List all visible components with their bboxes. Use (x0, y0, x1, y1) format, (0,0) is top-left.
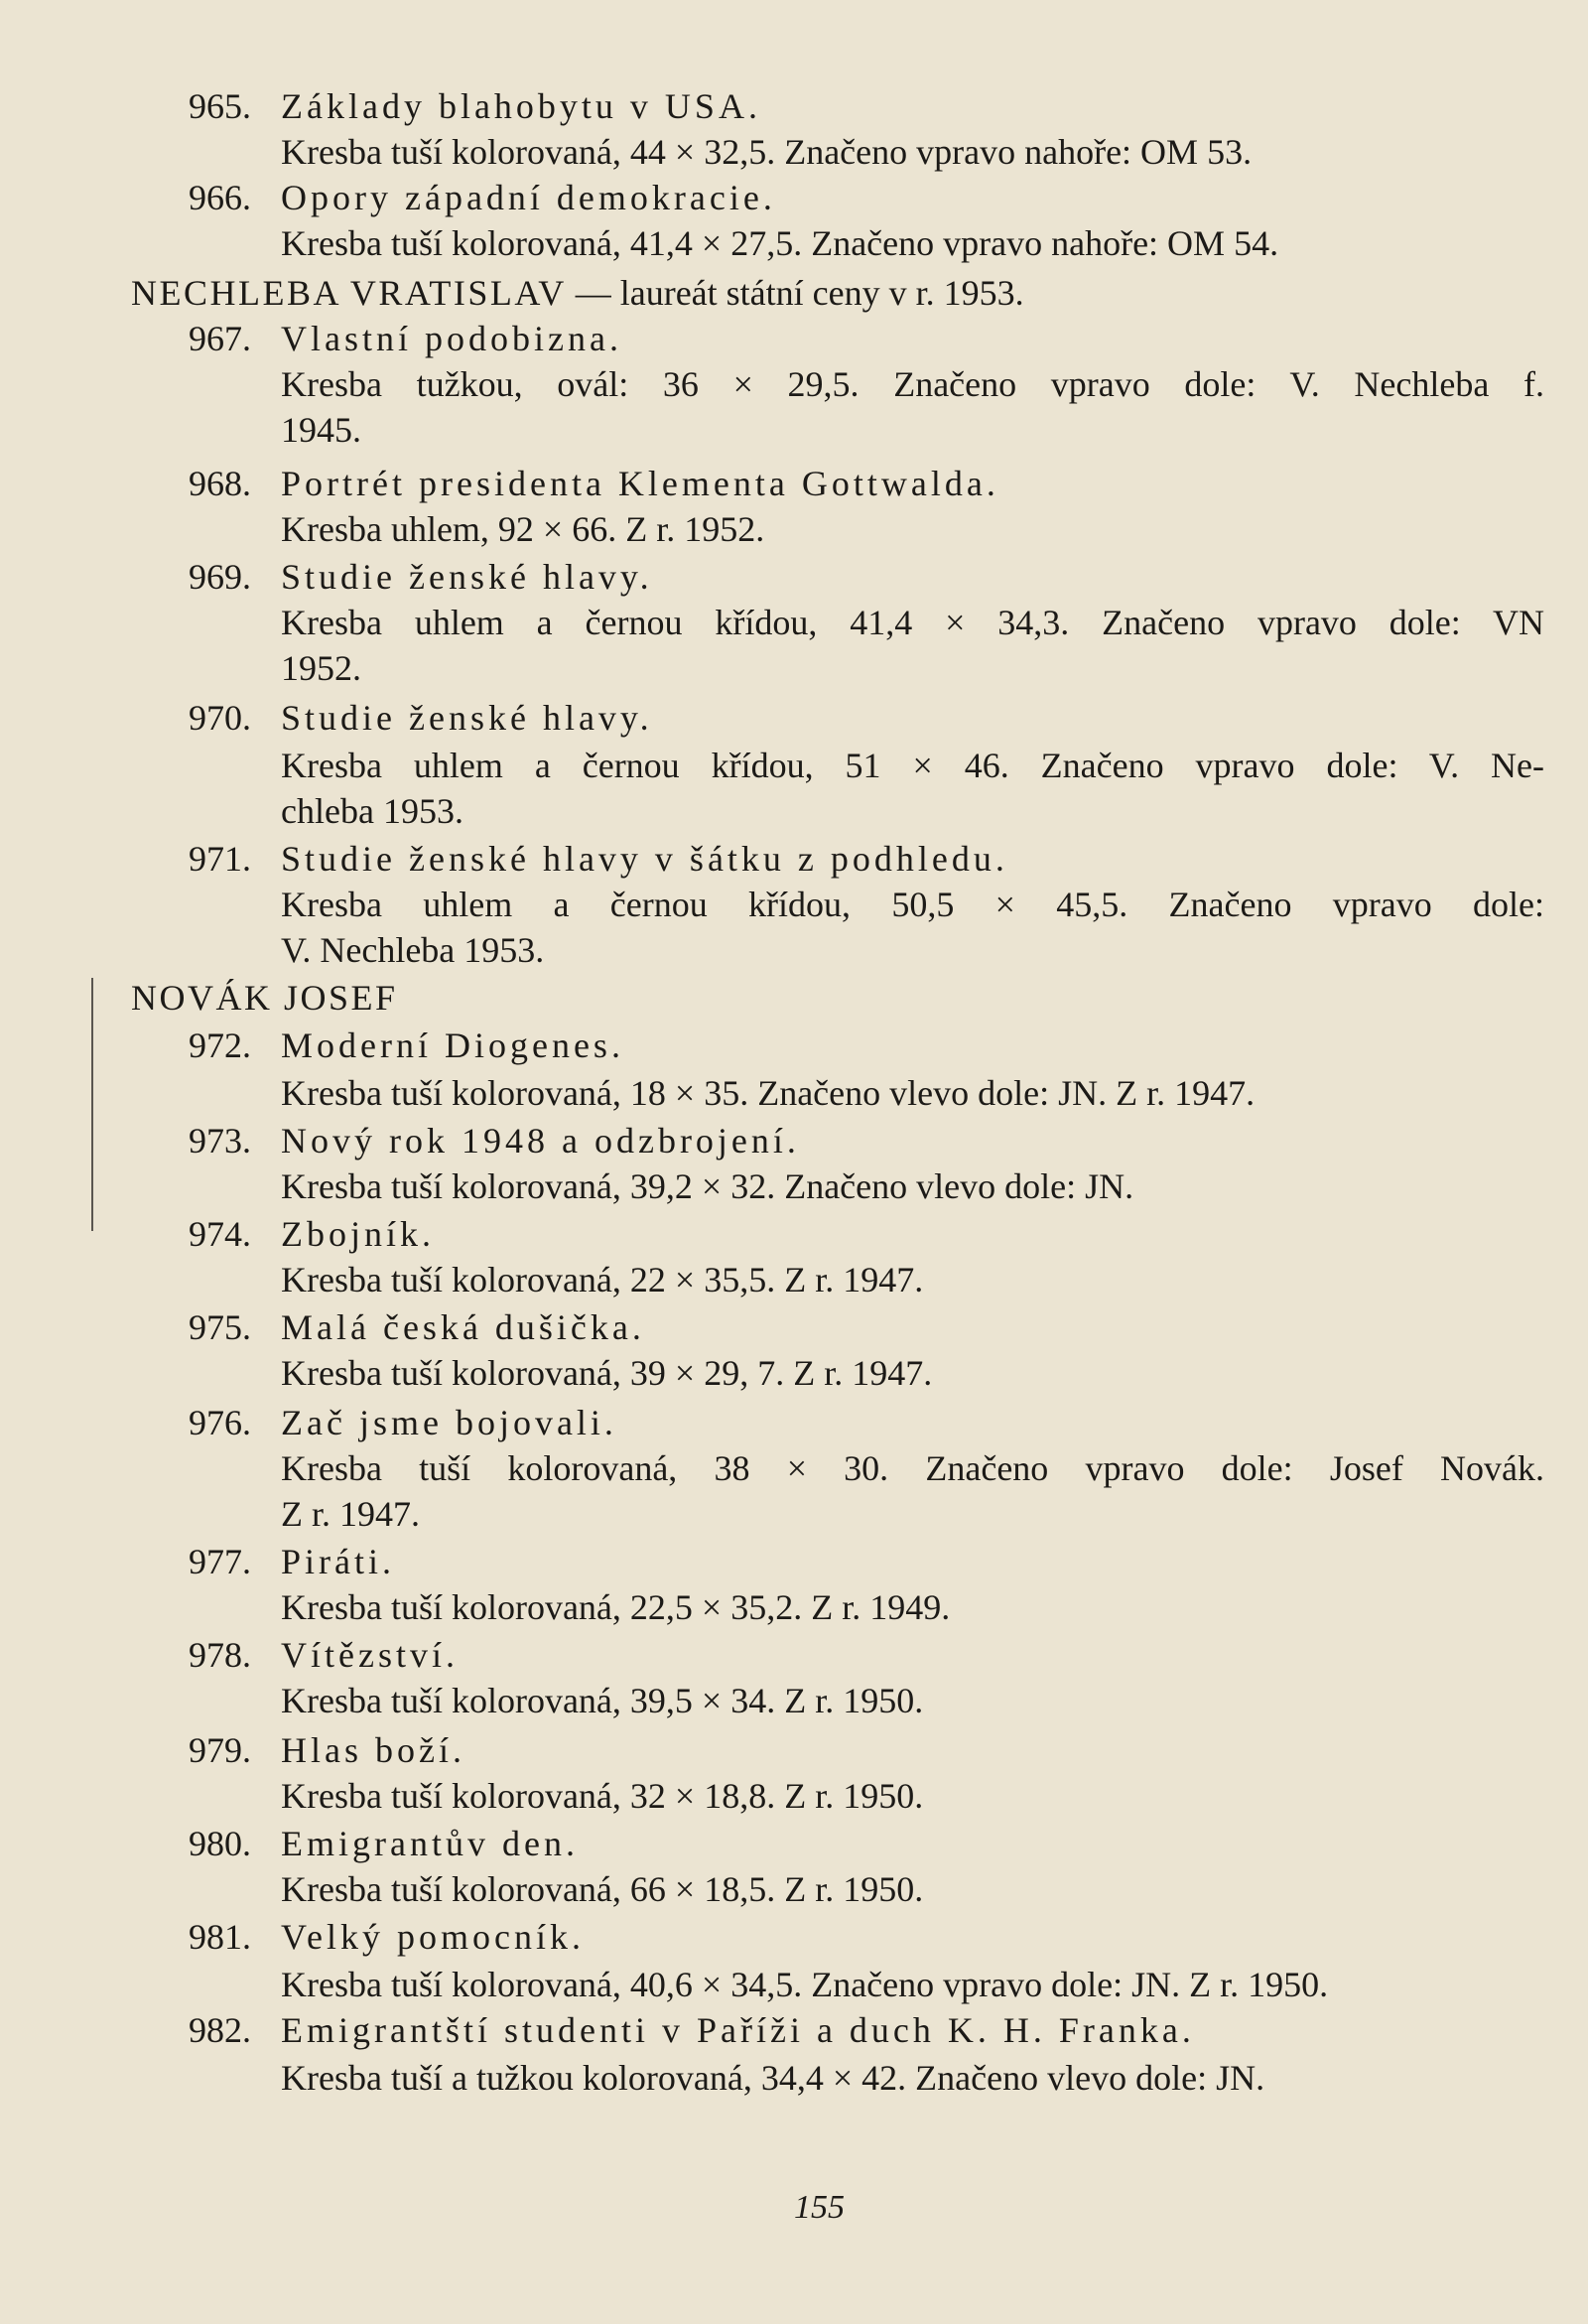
entry-description: Kresba tuší kolorovaná, 39,5 × 34. Z r. 1950. (281, 1681, 924, 1720)
entry-title: Opory západní demokracie. (281, 178, 776, 217)
entry-number: 969. (189, 557, 251, 597)
entry-title: Hlas boží. (281, 1730, 465, 1770)
entry-continuation: Z r. 1947. (281, 1494, 420, 1534)
entry-continuation: V. Nechleba 1953. (281, 930, 545, 970)
entry-title: Vítězství. (281, 1635, 459, 1675)
entry-number: 965. (189, 86, 251, 126)
entry-description: Kresba tuší kolorovaná, 39,2 × 32. Značeno vlevo dole: JN. (281, 1166, 1134, 1206)
entry-title: Piráti. (281, 1542, 395, 1581)
entry-number: 972. (189, 1025, 251, 1065)
entry-number: 980. (189, 1824, 251, 1863)
entry-number: 981. (189, 1917, 251, 1957)
entry-title: Malá česká dušička. (281, 1307, 645, 1347)
entry-continuation: 1952. (281, 648, 361, 688)
entry-continuation: 1945. (281, 410, 361, 450)
artist-name: NOVÁK JOSEF (131, 978, 398, 1018)
entry-description: Kresba uhlem a černou křídou, 51 × 46. Značeno vpravo dole: V. Ne- (281, 746, 1544, 785)
entry-title: Základy blahobytu v USA. (281, 86, 761, 126)
entry-description: Kresba uhlem, 92 × 66. Z r. 1952. (281, 509, 765, 549)
entry-number: 974. (189, 1214, 251, 1254)
entry-number: 968. (189, 464, 251, 503)
entry-number: 979. (189, 1730, 251, 1770)
entry-description: Kresba tuší a tužkou kolorovaná, 34,4 × 42. Značeno vlevo dole: JN. (281, 2058, 1265, 2098)
entry-description: Kresba tuší kolorovaná, 41,4 × 27,5. Značeno vpravo nahoře: OM 54. (281, 223, 1279, 263)
entry-title: Moderní Diogenes. (281, 1025, 624, 1065)
entry-description: Kresba tuší kolorovaná, 40,6 × 34,5. Značeno vpravo dole: JN. Z r. 1950. (281, 1965, 1329, 2004)
entry-description: Kresba tuší kolorovaná, 22,5 × 35,2. Z r. 1949. (281, 1587, 951, 1627)
entry-number: 973. (189, 1121, 251, 1161)
artist-note: — laureát státní ceny v r. 1953. (575, 273, 1024, 313)
entry-title: Nový rok 1948 a odzbrojení. (281, 1121, 800, 1161)
margin-mark (91, 978, 93, 1231)
entry-title: Emigrantští studenti v Paříži a duch K. H. Franka. (281, 2010, 1195, 2050)
entry-title: Portrét presidenta Klementa Gottwalda. (281, 464, 999, 503)
entry-title: Studie ženské hlavy v šátku z podhledu. (281, 839, 1008, 879)
entry-description: Kresba tuší kolorovaná, 32 × 18,8. Z r. 1950. (281, 1776, 924, 1816)
entry-number: 982. (189, 2010, 251, 2050)
entry-description: Kresba tuší kolorovaná, 38 × 30. Značeno vpravo dole: Josef Novák. (281, 1448, 1544, 1488)
page-number: 155 (794, 2189, 845, 2226)
artist-name: NECHLEBA VRATISLAV (131, 273, 567, 313)
entry-description: Kresba tuší kolorovaná, 18 × 35. Značeno vlevo dole: JN. Z r. 1947. (281, 1073, 1256, 1113)
entry-continuation: chleba 1953. (281, 791, 463, 831)
entry-description: Kresba tuší kolorovaná, 66 × 18,5. Z r. 1950. (281, 1869, 924, 1909)
artist-heading (131, 975, 398, 1021)
entry-number: 971. (189, 839, 251, 879)
entry-title: Studie ženské hlavy. (281, 557, 653, 597)
artist-heading (131, 270, 1024, 316)
entry-number: 966. (189, 178, 251, 217)
entry-number: 978. (189, 1635, 251, 1675)
entry-description: Kresba uhlem a černou křídou, 41,4 × 34,3. Značeno vpravo dole: VN (281, 603, 1544, 642)
entry-description: Kresba tuší kolorovaná, 39 × 29, 7. Z r. 1947. (281, 1353, 933, 1393)
entry-title: Velký pomocník. (281, 1917, 585, 1957)
entry-title: Zbojník. (281, 1214, 435, 1254)
entry-number: 970. (189, 698, 251, 738)
entry-description: Kresba uhlem a černou křídou, 50,5 × 45,5. Značeno vpravo dole: (281, 885, 1544, 924)
entry-description: Kresba tuší kolorovaná, 22 × 35,5. Z r. 1947. (281, 1260, 924, 1299)
entry-description: Kresba tuší kolorovaná, 44 × 32,5. Značeno vpravo nahoře: OM 53. (281, 132, 1253, 172)
entry-title: Vlastní podobizna. (281, 319, 622, 358)
entry-number: 977. (189, 1542, 251, 1581)
entry-title: Emigrantův den. (281, 1824, 579, 1863)
entry-number: 975. (189, 1307, 251, 1347)
entry-number: 976. (189, 1403, 251, 1442)
entry-title: Studie ženské hlavy. (281, 698, 653, 738)
entry-title: Zač jsme bojovali. (281, 1403, 617, 1442)
entry-description: Kresba tužkou, ovál: 36 × 29,5. Značeno vpravo dole: V. Nechleba f. (281, 364, 1544, 404)
entry-number: 967. (189, 319, 251, 358)
